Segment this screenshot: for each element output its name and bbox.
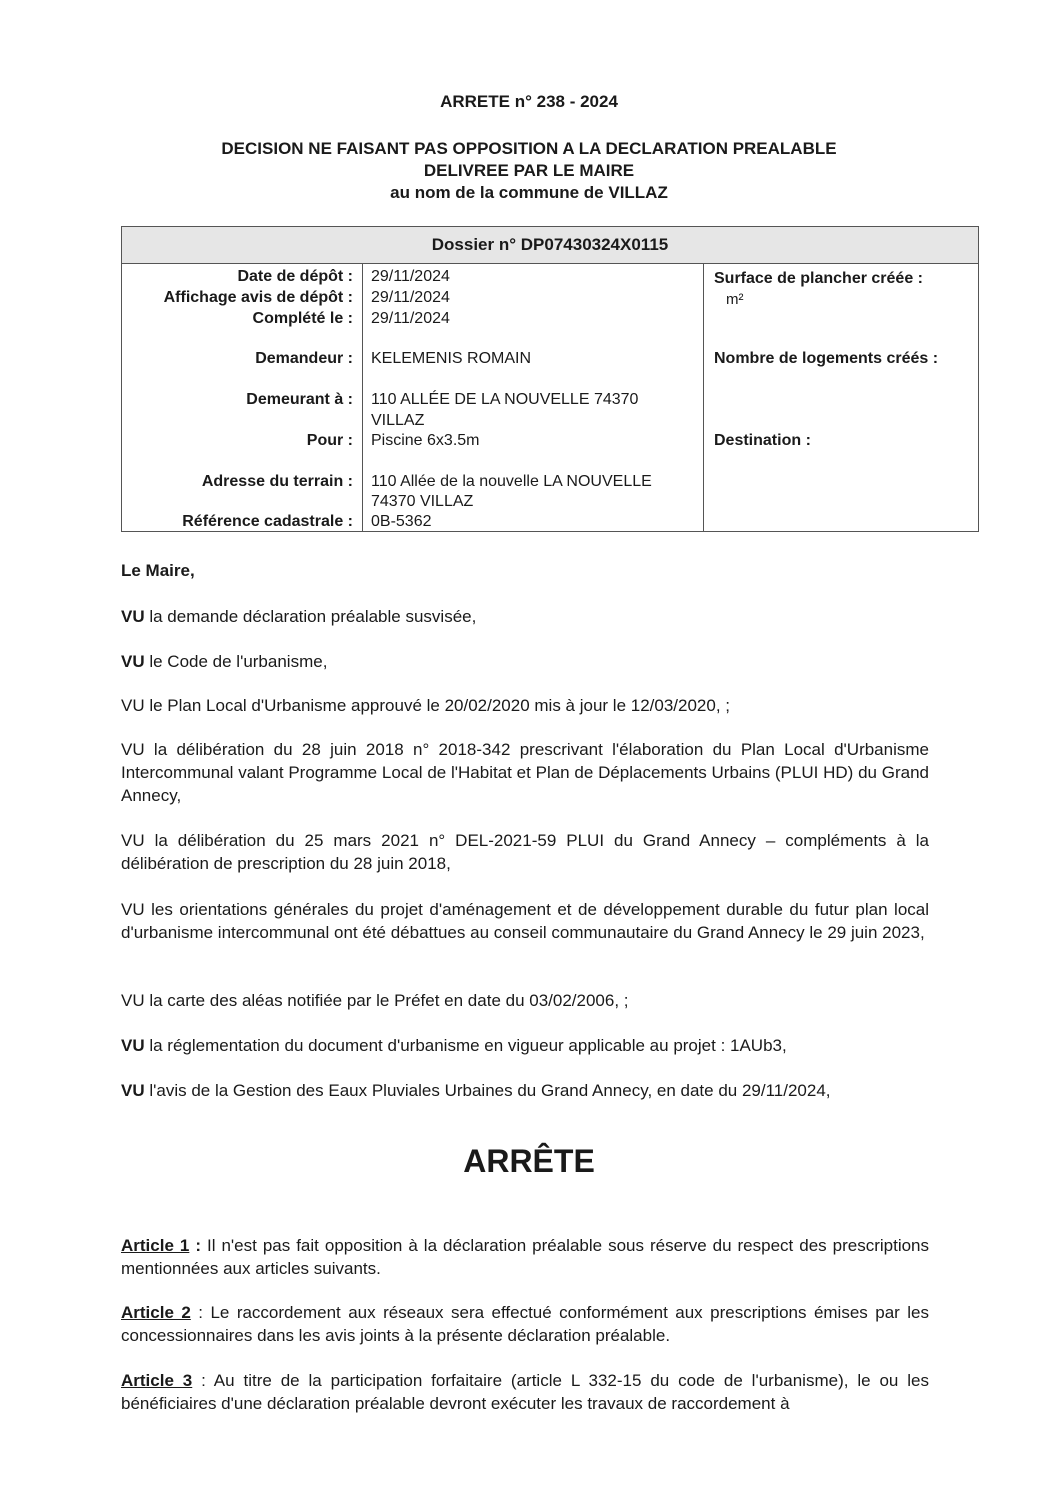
le-maire: Le Maire,: [121, 561, 195, 580]
vu-paragraph-6: VU les orientations générales du projet d'aménagement et de développement durable du futur plan local d'urbanisme intercommunal ont été débattues au conseil communautaire du Grand Annecy le 29 juin 2023,: [121, 900, 929, 942]
demandeur-value: KELEMENIS ROMAIN: [371, 350, 532, 367]
vu-paragraph-1: [121, 605, 929, 628]
complete-label: Complété le :: [252, 310, 353, 327]
pour-value: Piscine 6x3.5m: [371, 432, 480, 449]
arrete-heading: ARRÊTE: [463, 1143, 595, 1179]
article-3-label: Article 3: [121, 1371, 193, 1390]
vu-paragraph-9: [121, 1079, 929, 1102]
surface-plancher-label: Surface de plancher créée :: [714, 270, 923, 287]
article-1-text: Il n'est pas fait opposition à la déclaration préalable sous réserve du respect des prescriptions mentionnées aux articles suivants.: [121, 1236, 930, 1278]
dossier-title: Dossier n° DP07430324X0115: [122, 227, 978, 264]
decision-heading-line1: DECISION NE FAISANT PAS OPPOSITION A LA DECLARATION PREALABLE: [221, 139, 837, 158]
reference-cadastrale-value: 0B-5362: [371, 513, 432, 530]
date-depot-value: 29/11/2024: [371, 268, 450, 285]
decision-heading: [0, 138, 1058, 204]
vu-paragraph-5: VU la délibération du 25 mars 2021 n° DEL-2021-59 PLUI du Grand Annecy – compléments à la délibération de prescription du 28 juin 2018,: [121, 831, 929, 873]
article-3: [121, 1369, 929, 1415]
demeurant-label: Demeurant à :: [246, 391, 353, 408]
date-depot-label: Date de dépôt :: [237, 268, 353, 285]
vu-paragraph-8: [121, 1034, 929, 1057]
column-divider-right: [703, 264, 704, 532]
adresse-terrain-value-line2: 74370 VILLAZ: [371, 493, 474, 510]
vu-keyword: VU: [121, 652, 145, 671]
article-2-text: : Le raccordement aux réseaux sera effectué conformément aux prescriptions émises par les concessionnaires dans les avis joints à la présente déclaration préalable.: [121, 1303, 929, 1345]
vu-text-1: la demande déclaration préalable susvisée,: [144, 607, 477, 626]
demeurant-value-line2: VILLAZ: [371, 412, 425, 429]
article-1: [121, 1234, 929, 1280]
vu-text-8: la réglementation du document d'urbanisme en vigueur applicable au projet : 1AUb3,: [144, 1036, 787, 1055]
vu-paragraph-3: VU le Plan Local d'Urbanisme approuvé le 20/02/2020 mis à jour le 12/03/2020, ;: [121, 696, 731, 715]
affichage-label: Affichage avis de dépôt :: [163, 289, 353, 306]
surface-plancher-unit: m²: [726, 291, 744, 308]
complete-value: 29/11/2024: [371, 310, 450, 327]
vu-keyword: VU: [121, 607, 145, 626]
article-2: [121, 1301, 929, 1347]
article-1-separator: :: [189, 1236, 207, 1255]
adresse-terrain-label: Adresse du terrain :: [201, 473, 353, 490]
vu-keyword: VU: [121, 1036, 145, 1055]
article-2-label: Article 2: [121, 1303, 191, 1322]
reference-cadastrale-label: Référence cadastrale :: [182, 513, 353, 530]
vu-text-2: le Code de l'urbanisme,: [144, 652, 328, 671]
arrete-number-title: ARRETE n° 238 - 2024: [440, 92, 618, 111]
vu-text-9: l'avis de la Gestion des Eaux Pluviales Urbaines du Grand Annecy, en date du 29/11/2024,: [144, 1081, 831, 1100]
dossier-box: [121, 226, 979, 532]
article-1-label: Article 1: [121, 1236, 190, 1255]
decision-heading-line2: DELIVREE PAR LE MAIRE: [423, 161, 635, 180]
demandeur-label: Demandeur :: [255, 350, 353, 367]
vu-keyword: VU: [121, 1081, 145, 1100]
article-3-text: : Au titre de la participation forfaitaire (article L 332-15 du code de l'urbanisme), le ou les bénéficiaires d'une déclaration préalable devront exécuter les travaux de raccordement à: [121, 1371, 929, 1413]
vu-paragraph-2: [121, 650, 929, 673]
demeurant-value-line1: 110 ALLÉE DE LA NOUVELLE 74370: [371, 391, 639, 408]
vu-paragraph-7: VU la carte des aléas notifiée par le Préfet en date du 03/02/2006, ;: [121, 991, 629, 1010]
affichage-value: 29/11/2024: [371, 289, 450, 306]
adresse-terrain-value-line1: 110 Allée de la nouvelle LA NOUVELLE: [371, 473, 652, 490]
logements-label: Nombre de logements créés :: [714, 350, 939, 367]
destination-label: Destination :: [714, 432, 811, 449]
vu-paragraph-4: VU la délibération du 28 juin 2018 n° 2018-342 prescrivant l'élaboration du Plan Local d'Urbanisme Intercommunal valant Programme Local de l'Habitat et Plan de Déplacements Urbains (PLUI HD) du Grand Annecy,: [121, 740, 929, 805]
column-divider-left: [362, 264, 363, 532]
decision-heading-line3: au nom de la commune de VILLAZ: [390, 183, 668, 202]
pour-label: Pour :: [306, 432, 353, 449]
